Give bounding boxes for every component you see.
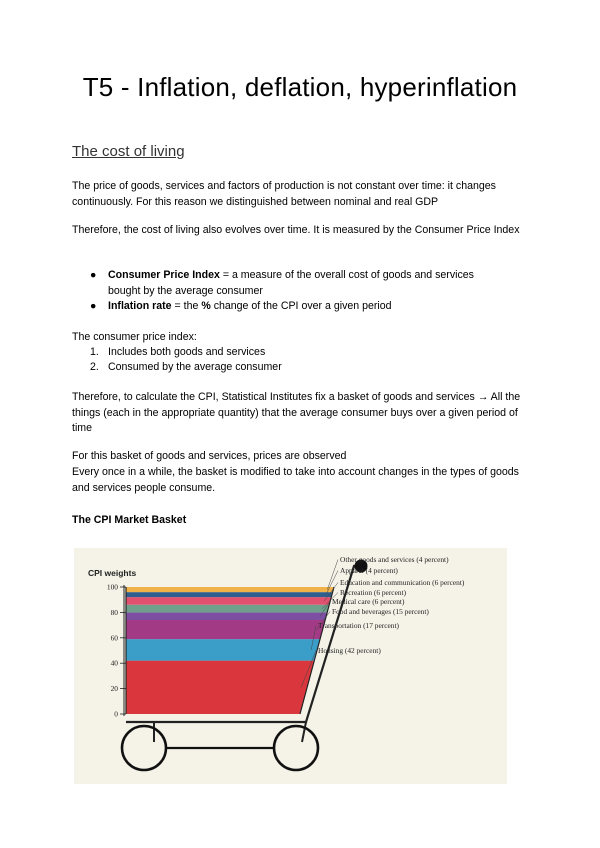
paragraph-3: The consumer price index: [72, 331, 197, 343]
section-heading: The cost of living [72, 143, 185, 160]
bullet-dot-icon: ● [90, 300, 97, 312]
category-label: Recreation (6 percent) [340, 588, 407, 597]
item-text: Consumed by the average consumer [108, 361, 282, 373]
cart-leg [302, 722, 306, 742]
category-label: Food and beverages (15 percent) [332, 607, 429, 616]
page-title: T5 - Inflation, deflation, hyperinflation [82, 72, 518, 102]
basket-segment-recreation [126, 605, 329, 613]
bullet-definition-end: change of the CPI over a given period [210, 300, 392, 312]
y-tick-label: 80 [110, 607, 118, 617]
category-label: Education and communication (6 percent) [340, 578, 465, 587]
bullet-definition: = a measure of the overall cost of goods and services bought by the average consumer [108, 269, 474, 297]
basket-segment-medical [126, 612, 327, 620]
cart-wheel [274, 726, 318, 770]
item-number: 1. [90, 346, 99, 358]
bullet-term: Consumer Price Index [108, 269, 220, 281]
basket-segment-transportation [126, 639, 320, 661]
category-label: Apparel (4 percent) [340, 566, 398, 575]
y-tick-label: 40 [110, 658, 118, 668]
basket-segment-education [126, 597, 331, 605]
basket-segment-housing [126, 661, 314, 714]
chart-title: CPI weights [88, 568, 137, 578]
category-label: Housing (42 percent) [318, 646, 381, 655]
basket-segment-apparel [126, 592, 333, 597]
figure-heading: The CPI Market Basket [72, 514, 187, 526]
item-number: 2. [90, 361, 99, 373]
bullet-percent-symbol: % [201, 300, 211, 312]
bullet-term: Inflation rate [108, 300, 172, 312]
category-label: Transportation (17 percent) [318, 621, 400, 630]
basket-segment-food [126, 620, 325, 639]
bullet-definition: = the [171, 300, 202, 312]
y-tick-label: 0 [114, 709, 118, 719]
cart-wheel [122, 726, 166, 770]
item-text: Includes both goods and services [108, 346, 266, 358]
y-tick-label: 60 [110, 633, 118, 643]
paragraph-1: The price of goods, services and factors of production is not constant over time: it changes continuously. For this reason we distinguished between nominal and real GDP [72, 180, 496, 208]
paragraph-2: Therefore, the cost of living also evolves over time. It is measured by the Consumer Price Index [72, 224, 520, 236]
paragraph-5a: For this basket of goods and services, prices are observed [72, 450, 347, 462]
paragraph-4: Therefore, to calculate the CPI, Statistical Institutes fix a basket of goods and services → All the things (each in the appropriate quantity) that the average consumer buys over a given period of time [72, 391, 521, 434]
bullet-dot-icon: ● [90, 269, 97, 281]
basket-segment-other [126, 587, 334, 592]
paragraph-5b: Every once in a while, the basket is modified to take into account changes in the types of goods and services people consume. [72, 466, 519, 494]
cpi-basket-chart [74, 548, 507, 784]
category-label: Medical care (6 percent) [332, 597, 405, 606]
y-tick-label: 20 [110, 684, 118, 694]
cpi-basket-figure [74, 548, 507, 784]
y-tick-label: 100 [106, 582, 118, 592]
category-label: Other goods and services (4 percent) [340, 555, 449, 564]
